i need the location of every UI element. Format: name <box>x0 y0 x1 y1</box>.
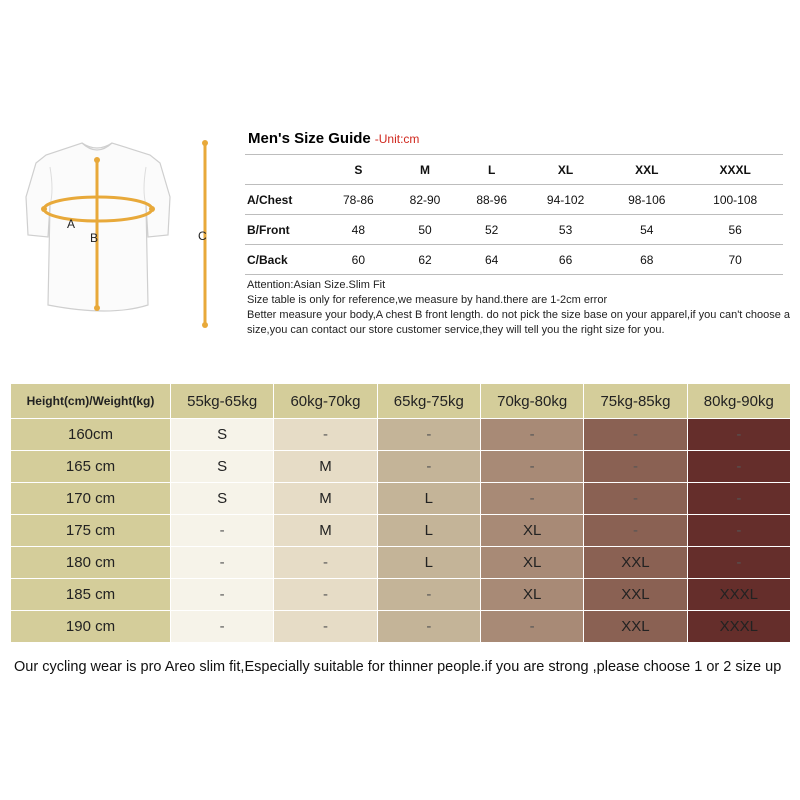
hw-size-cell: M <box>274 451 377 483</box>
guide-cell: 94-102 <box>525 185 606 215</box>
guide-title-text: Men's Size Guide <box>248 130 371 147</box>
hw-height-cell: 185 cm <box>11 579 171 611</box>
guide-cell: 48 <box>325 215 392 245</box>
hw-size-cell: XXL <box>584 579 687 611</box>
hw-height-cell: 190 cm <box>11 611 171 643</box>
guide-col-s: S <box>325 155 392 185</box>
hw-row <box>11 579 791 611</box>
hw-size-cell: - <box>171 579 274 611</box>
note-line: Size table is only for reference,we measure by hand.there are 1-2cm error <box>247 294 608 306</box>
guide-cell: 64 <box>458 245 525 275</box>
hw-weight-header: 70kg-80kg <box>480 384 583 419</box>
hw-size-cell: L <box>377 547 480 579</box>
hw-header-row <box>11 384 791 419</box>
guide-col-xl: XL <box>525 155 606 185</box>
hw-size-cell: - <box>687 451 790 483</box>
guide-cell: 68 <box>606 245 687 275</box>
guide-row-label: B/Front <box>245 215 325 245</box>
guide-cell: 56 <box>687 215 783 245</box>
hw-size-cell: XXL <box>584 547 687 579</box>
hw-size-cell: XL <box>480 579 583 611</box>
guide-cell: 54 <box>606 215 687 245</box>
guide-cell: 98-106 <box>606 185 687 215</box>
hw-size-cell: - <box>584 483 687 515</box>
hw-row <box>11 451 791 483</box>
guide-cell: 78-86 <box>325 185 392 215</box>
hw-size-cell: - <box>171 611 274 643</box>
guide-row-label: C/Back <box>245 245 325 275</box>
guide-cell: 52 <box>458 215 525 245</box>
guide-cell: 60 <box>325 245 392 275</box>
hw-size-cell: XXXL <box>687 579 790 611</box>
hw-size-cell: L <box>377 483 480 515</box>
hw-size-cell: XXL <box>584 611 687 643</box>
hw-size-cell: - <box>584 515 687 547</box>
guide-row-back <box>245 245 783 275</box>
hw-row <box>11 419 791 451</box>
note-line: size,you can contact our store customer service,they will tell you the right size for you. <box>247 324 665 336</box>
hw-weight-header: 55kg-65kg <box>171 384 274 419</box>
hw-size-cell: - <box>687 547 790 579</box>
guide-unit: -Unit:cm <box>374 132 420 146</box>
hw-size-cell: XL <box>480 547 583 579</box>
size-guide-table <box>245 154 783 275</box>
hw-size-cell: - <box>377 611 480 643</box>
hw-size-cell: M <box>274 515 377 547</box>
hw-size-cell: - <box>171 547 274 579</box>
hw-size-cell: - <box>584 451 687 483</box>
hw-size-cell: - <box>687 483 790 515</box>
guide-header-row <box>245 155 783 185</box>
jersey-illustration <box>10 135 225 335</box>
hw-size-cell: - <box>274 579 377 611</box>
guide-cell: 82-90 <box>392 185 459 215</box>
guide-row-front <box>245 215 783 245</box>
hw-size-cell: - <box>274 611 377 643</box>
hw-weight-header: 65kg-75kg <box>377 384 480 419</box>
hw-weight-header: 60kg-70kg <box>274 384 377 419</box>
guide-col-xxxl: XXXL <box>687 155 783 185</box>
hw-height-cell: 160cm <box>11 419 171 451</box>
hw-height-cell: 165 cm <box>11 451 171 483</box>
hw-size-cell: - <box>171 515 274 547</box>
hw-size-cell: XL <box>480 515 583 547</box>
guide-row-chest <box>245 185 783 215</box>
hw-size-cell: - <box>687 419 790 451</box>
hw-row <box>11 611 791 643</box>
hw-size-cell: XXXL <box>687 611 790 643</box>
hw-height-cell: 175 cm <box>11 515 171 547</box>
note-line: Attention:Asian Size.Slim Fit <box>247 279 386 291</box>
guide-cell: 62 <box>392 245 459 275</box>
hw-size-cell: S <box>171 483 274 515</box>
hw-weight-header: 80kg-90kg <box>687 384 790 419</box>
jersey-diagram <box>10 135 225 335</box>
guide-cell: 70 <box>687 245 783 275</box>
hw-size-cell: - <box>480 419 583 451</box>
guide-col-l: L <box>458 155 525 185</box>
size-guide-title <box>248 130 419 148</box>
height-weight-table <box>10 383 791 643</box>
guide-cell: 88-96 <box>458 185 525 215</box>
guide-cell: 50 <box>392 215 459 245</box>
hw-size-cell: - <box>377 451 480 483</box>
fit-note: Our cycling wear is pro Areo slim fit,Especially suitable for thinner people.if you are strong ,please choose 1 or 2 size up <box>14 659 782 675</box>
hw-size-cell: S <box>171 451 274 483</box>
hw-row <box>11 547 791 579</box>
label-c: C <box>198 229 207 243</box>
hw-size-cell: - <box>480 611 583 643</box>
guide-row-label: A/Chest <box>245 185 325 215</box>
hw-corner-label: Height(cm)/Weight(kg) <box>11 384 171 419</box>
hw-size-cell: - <box>274 547 377 579</box>
hw-size-cell: - <box>687 515 790 547</box>
guide-cell: 66 <box>525 245 606 275</box>
hw-size-cell: L <box>377 515 480 547</box>
hw-size-cell: - <box>480 451 583 483</box>
guide-cell: 100-108 <box>687 185 783 215</box>
guide-col-xxl: XXL <box>606 155 687 185</box>
hw-row <box>11 483 791 515</box>
hw-size-cell: M <box>274 483 377 515</box>
label-a: A <box>67 217 76 231</box>
size-notes <box>247 278 792 338</box>
hw-size-cell: S <box>171 419 274 451</box>
guide-corner <box>245 155 325 185</box>
hw-size-cell: - <box>377 419 480 451</box>
hw-row <box>11 515 791 547</box>
label-b: B <box>90 231 99 245</box>
guide-cell: 53 <box>525 215 606 245</box>
hw-size-cell: - <box>584 419 687 451</box>
hw-weight-header: 75kg-85kg <box>584 384 687 419</box>
hw-size-cell: - <box>377 579 480 611</box>
hw-height-cell: 170 cm <box>11 483 171 515</box>
hw-height-cell: 180 cm <box>11 547 171 579</box>
note-line: Better measure your body,A chest B front length. do not pick the size base on your apparel,if you can't choose a <box>247 309 791 321</box>
hw-size-cell: - <box>480 483 583 515</box>
hw-size-cell: - <box>274 419 377 451</box>
guide-col-m: M <box>392 155 459 185</box>
